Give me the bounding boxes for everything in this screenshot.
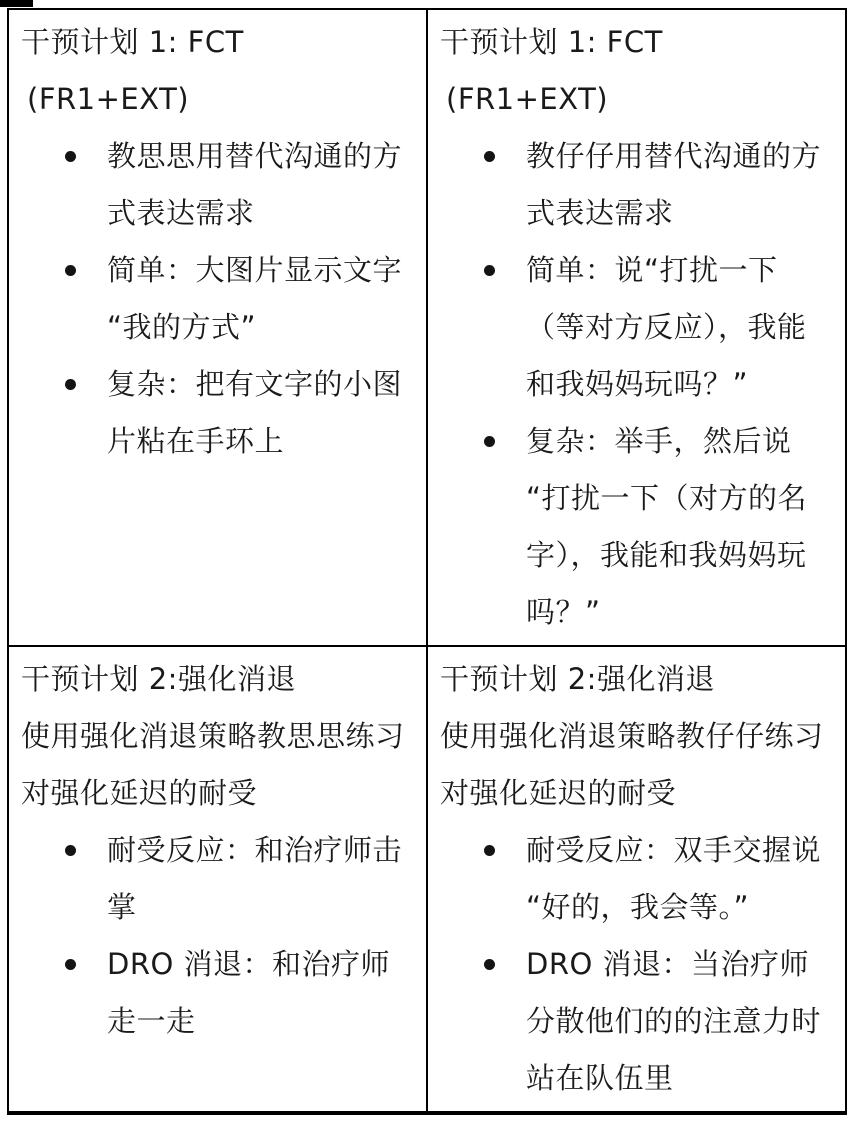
- bullet-icon: [484, 151, 495, 162]
- bullet-line: “好的，我会等。”: [526, 890, 750, 924]
- bullet-icon: [65, 265, 76, 276]
- bullet-line: DRO 消退：当治疗师: [526, 947, 810, 981]
- table-cell-bottom-left: [9, 647, 428, 1111]
- bullet-icon: [65, 151, 76, 162]
- bullet-icon: [65, 845, 76, 856]
- table-cell-bottom-right: [428, 647, 845, 1111]
- bullet-icon: [65, 379, 76, 390]
- cell-title: 干预计划 2:强化消退: [440, 662, 715, 696]
- bullet-item: [65, 242, 420, 356]
- bullet-line: 简单：大图片显示文字: [107, 253, 403, 287]
- cell-subtitle: (FR1+EXT): [27, 82, 190, 116]
- bullet-line: “我的方式”: [107, 310, 257, 344]
- cell-intro-line: 对强化延迟的耐受: [21, 776, 258, 810]
- bullet-icon: [484, 959, 495, 970]
- bullet-line: DRO 消退：和治疗师: [107, 947, 391, 981]
- bullet-item: [65, 128, 420, 242]
- bullet-item: [484, 936, 839, 1107]
- bullet-icon: [65, 959, 76, 970]
- bullet-line: 简单：说“打扰一下: [526, 253, 778, 287]
- bullet-line: 复杂：举手，然后说: [526, 424, 792, 458]
- bullet-line: “打扰一下（对方的名: [526, 481, 808, 515]
- bullet-line: 教仔仔用替代沟通的方: [526, 139, 822, 173]
- bullet-item: [484, 822, 839, 936]
- page-edge-artifact: [0, 0, 33, 7]
- table-cell-top-left: [9, 10, 428, 647]
- bullet-line: 教思思用替代沟通的方: [107, 139, 403, 173]
- table-cell-top-right: [428, 10, 845, 647]
- bullet-line: 耐受反应：双手交握说: [526, 833, 822, 867]
- bullet-line: 吗？”: [526, 595, 601, 629]
- bullet-item: [65, 356, 420, 470]
- bullet-icon: [484, 845, 495, 856]
- cell-title: 干预计划 2:强化消退: [21, 662, 296, 696]
- bullet-line: 分散他们的的注意力时: [526, 1004, 822, 1038]
- bullet-line: 复杂：把有文字的小图: [107, 367, 403, 401]
- bullet-line: 耐受反应：和治疗师击: [107, 833, 403, 867]
- cell-title: 干预计划 1: FCT: [21, 25, 244, 59]
- cell-intro-line: 使用强化消退策略教思思练习: [21, 719, 405, 753]
- bullet-icon: [484, 265, 495, 276]
- bullet-line: 掌: [107, 890, 137, 924]
- bullet-line: 式表达需求: [107, 196, 255, 230]
- bullet-item: [65, 936, 420, 1050]
- cell-intro-line: 使用强化消退策略教仔仔练习: [440, 719, 824, 753]
- cell-intro-line: 对强化延迟的耐受: [440, 776, 677, 810]
- bullet-line: 式表达需求: [526, 196, 674, 230]
- bullet-line: （等对方反应），我能: [526, 310, 807, 344]
- bullet-item: [484, 242, 839, 413]
- bullet-item: [484, 128, 839, 242]
- bullet-line: 走一走: [107, 1004, 196, 1038]
- cell-title: 干预计划 1: FCT: [440, 25, 663, 59]
- intervention-plan-table: [7, 8, 847, 1115]
- bullet-line: 字），我能和我妈妈玩: [526, 538, 807, 572]
- bullet-line: 站在队伍里: [526, 1061, 674, 1095]
- bullet-item: [484, 413, 839, 641]
- bullet-line: 和我妈妈玩吗？”: [526, 367, 749, 401]
- bullet-icon: [484, 436, 495, 447]
- bullet-item: [65, 822, 420, 936]
- cell-subtitle: (FR1+EXT): [446, 82, 609, 116]
- bullet-line: 片粘在手环上: [107, 424, 285, 458]
